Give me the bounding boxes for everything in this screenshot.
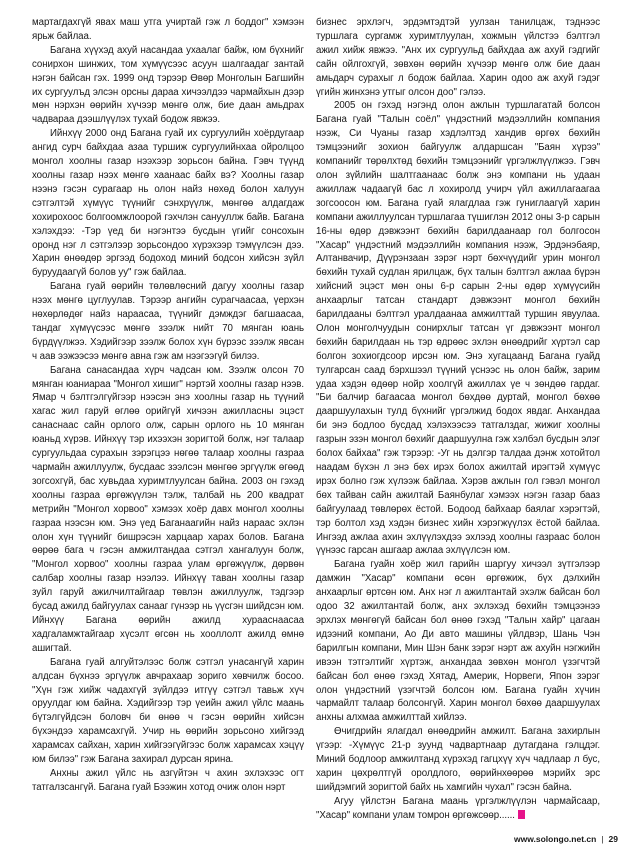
paragraph: Багана гуай алгуйтэлээс болж сэтгэл унасангүй харин алдсан бүхнээ эргүүлж авчрахаар зориго хөвчилж босоо. "Хүн гэж хийж чадахгүй зүйлдээ итгүү сэтгэл тавьж хүч оруулдаг юм байна. Хэдийгээр тэр үеийн ажил үйлс маань бүтэлгүйдсэн боловч би өнөө ч гэсэн өөрийн хийсэн бүхэндээ харамсахгүй. Учир нь өөрийн зорьсоно хийгээд харамсах сайхан, харин хийгээгүйгээс болж харамсах хэцүү юм билээ" гэж Багана захирал дурсан ярина. [32, 656, 304, 766]
end-of-article-marker-icon [518, 810, 525, 819]
page-footer [514, 834, 618, 844]
website-url: www.solongo.net.cn [513, 834, 597, 844]
paragraph: Анхны ажил үйлс нь азгүйтэн ч ахин эхлэхээс огт татгалзсангүй. Багана гуай Бээжин хотод очиж олон нэрт [32, 767, 304, 793]
footer-separator: | [601, 834, 604, 844]
paragraph: Багана гуайн хоёр жил гарийн шаргуу хичээл зүтгэлээр дамжин "Хасар" компани өсөн өргөжиж, бүх дэлхийн анхаарлыг өртсөн юм. Анх нэг л ажилтантай эхэлж байсан бол одоо 32 ажилтантай болж, анх эхлэхэд бөхийн тэмцээнээ эрхлэх мөнгөгүй байсан бол өнөө гэхэд "Талын хайр" цагаан идээний компани, Ао Ди авто машины үйлдвэр, Шань Чэн барилгын компани, Мин Шэн банк зэрэг нэрт аж ахуйн нэгжийн ивээн тэтгэлтийг хүртэж, анхандаа зөвхөн монгол үзэгчтэй байсан бол өнөө гэхэд Хятад, Америк, Норвеги, Япон зэрэг олон үндэстний үзэгчтэй болсон юм. Багана гуайн хүчин чармайлт талаар болсонгүй. Харин монгол бөхөө дааршуулах анхны алхмаа амжилттай хийлээ. [316, 559, 600, 724]
closing-paragraph [316, 795, 600, 823]
paragraph: Багана хүүхэд ахуй насандаа ухаалаг байж, юм бүхнийг сонирхон шинжих, том хүмүүсээс асуун шалгаадаг зантай нэгэн байсан гэх. 1999 онд тэрээр Өвөр Монголын Багшийн их сургуулъд элсэн орсны дараа хичээлдээ чармайхын дээр мөн нэрхэн өөрийн хүчээр мөнгө олж, бие даан амьдрах чадвараа дээшлүүлэх тухай бодож явжээ. [32, 44, 304, 126]
paragraph: мартагдахгүй явах маш утга учиртай гэж л боддог" хэмээн ярьж байлаа. [32, 17, 304, 42]
paragraph: Багана гуай өөрийн төлөвлөсний дагуу хоолны газар нээх мөнгө цуглуулав. Тэрээр ангийн сурагчаасаа, үерхэн нөхөрлөдөг найз нараасаа, түүнийг дэмждэг багшаасаа, тандаг хүмүүсээс мөнгө зээлж нийт 70 мянган юань бүрдүүлжээ. Хэдийгээр зээлж болох хүн бүрээс зээлж явсан ч аав ээжээсээ мөнгө авна гэж ам нээгээгүй билээ. [32, 281, 304, 362]
left-column [32, 16, 304, 795]
paragraph: бизнес эрхлэгч, эрдэмтэдтэй уулзан танилцаж, тэднээс туршлага сургамж хуримтлуулан, хожмын үйлстээ бэлтгэл ажил хийж явжээ. "Анх их сургуульд байхдаа аж ахуй гэдгийг сайн ойлгохгүй, зөвхөн өөрийн хүчээр мөнгө олж бие даан амьдарч сурахыг л бодож байлаа. Харин одоо аж ахуй гэдэг үгийн жинхэнэ утгыг олсон доо" гэлээ. [316, 17, 600, 98]
page-number: 29 [608, 834, 618, 844]
paragraph: Өчигдрийн ялагдал өнөөдрийн амжилт. Багана захирлын үгээр: -Хүмүүс 21-р зуунд чадвартнаар дутагдана гэлцдэг. Миний бодлоор амжилтанд хүрэхэд гагцхүү хүч чадлаар л бус, харин цөхрөлтгүй оролдлого, өөрийнхөөрөө мэрийх эрс шийдэмгий зоригтой байх нь хамгийн чухал" гэсэн байна. [316, 726, 600, 793]
paragraph: Багана санасандаа хүрч чадсан юм. Зээлж олсон 70 мянган юаниараа "Монгол хишиг" нэртэй хоолны газар нээв. Ямар ч бэлтгэлгүйгээр нээсэн энэ хоолны газар нь түүний хагас жил гаруй өглөө орийгүй хичээн ажилласны эцэст санаснаас сайн орлого олж, сарын орлого нь 10 мянган юаньд хүрэв. Ийнхүү тэр ихээхэн зоригтой болж, нэг талаар сургуульдаа сурахын зэрэгцээ нөгөө талаар хоолны газраа чармайн ажиллуулж, бусдаас зээлсэн мөнгөө эргүүлж өгөөд зогсохгүй, бас хувьдаа хуримтлуулсан байна. 2003 он гэхэд хоолны газраа өргөжүүлэн тэлж, талбай нь 200 квадрат метрийн "Монгол хорвоо" хэмээх хоёр давх монгол хоолны газраа нээсэн юм. Энэ үед Баганаагийн найз нараас эхлэн олон хүн түүнийг бишрэсэн харцаар харах болов. Багана өөрөө бага ч гэсэн амжилтандаа сэтгэл хангалуун болж, "Монгол хорвоо" хоолны газраа улам өргөжүүлж, дөрвөн салбар хоолны газар нээлээ. Ийнхүү таван хоолны газар зуйл гаруй ажилчилтайгаар төвлэн ажиллуулж, тэдгээр бусад ажилд байгуулах санааг гүнээр нь үүсгэн шийдсэн юм. Ийнхүү Багана өөрийн ажилд хурааснаасаа хадгаламжтайгаар хүсэлт өгсөн нь хооллолт ажилд өмнө ашигтай. [32, 364, 304, 654]
closing-text: Агуу үйлстэн Багана маань үргэлжлүүлэн чармайсаар, "Хасар" компани улам томрон өргөжсөөр...... [316, 795, 600, 821]
paragraph: Ийнхүү 2000 онд Багана гуай их сургуулийн хоёрдугаар ангид сурч байхдаа азаа туршиж сургуулийнхаа ойролцоо монгол хоолны газар нээхээр зорьсон байна. Гэвч түүнд хоолны газар нээх мөнгө хаанаас байх вэ? Хоолны газар нээнэ гэсэн сурагаар нь олон найз нөхөд болон халуун сэтгэлтэй хүмүүс түүнийг сэнхрүүлж, мөнгөө алдагдаж хохирохоос болгоомжлоорой гэхчлэн санууллж байв. Багана хэлэхдээ: -Тэр үед би нэгэнтээ бусдын үгийг сонсохын оронд нэг л сэтгэлээр зорьсондоо хүрэхээр тэмүүлсэн дээ. Харин өнөөдөр эргээд бодоход миний бодсон хийсэн зүйл буруудаагүй болов уу" гэж байлаа. [32, 128, 304, 279]
paragraph: 2005 он гэхэд нэгэнд олон ажлын туршлагатай болсон Багана гуай "Талын соёл" үндэстний мэдээллийн компания нээж, Си Чуаны газар хэдлэлтэд хандив өргөх бөхийн тэмцээнийг зохион байгуулж алдаршсан "Баян хүрээ" компанийг төрөлхтөд бөхийн тэмцээнийг үргэлжлүүлжээ. Гэвч олон зүйлийн шалтгаанаас болж энэ компани нь удаан ажиллаж чадаагүй бас л хохиролд учирч үйл ажиллагаагаа зогсоосон юм. Багана гуай ялагдлаа гэж гуниглаагүй харин компани ажиллуулсан туршлагаа түшиглэн 2012 оны 3-р сарын 16-ны өдөр дэвжээнт бөхийн барилдаанаар гол болгосон "Хасар" үндэстний мэдээллийн компания нээж, Эрдэнэбаяр, Алтанвачир, Дүүрэнзаан зэрэг нэрт бөхчүүдийг урин монгол бөхийн тухай судлан ярилцаж, бүх талын бэлтгэл ажлаа бүрэн хийсний эцэст мөн оны 6-р сарын 2-ны өдөр хүмүүсийн анхаарлыг татсан стандарт дэвжээнт монгол бөхийн барилдааны бэлтгэл уралдаанаа амжилттай туршин явуулаа. Олон монголчуудын сонирхлыг татсан үг дэвжээнт монгол бөхийн барилдаан нь тэр өдрөөс эхлэн өнөөдрийг хүртэл сар болгон зохиогдсоор ирсэн юм. Энэ хугацаанд Багана гуайд тулгарсан саад бэрхшээл түүний үснээс нь олон байж, зарим удаа хэдэн өдөөр нойр хоолгүй ажиллах үе ч зөндөө гардаг. "Би балчир багаасаа монгол бөхдөө дуртай, монгол бөхөө дааршуулахын тулд бүхнийг үргэлжид бодох явдаг. Анхандаа би энэ бодлоо бусдад хэлэхээсээ татгалздаг, жижиг хоолны газрын эзэн монгол бөхийг дааршуулна гэж хэлбэл бусдын элэг болох байхаа" гэж тэрээр: -Уг нь дэлгэр талдаа дэнж хотойтол наадам бүхэн л энэ бөх ирэх болох ажилтай ирэгтэй хүмүүс ирэх болно гэж хүлээж байлаа. Хэрэв ажлын гол гэвэл монгол бөх тайван сайн ажилтай Баянбулаг хэмээх нэгэн газар бааз байгуулаад төвлөрөх ёстой. Бодоод байхаар баялаг хэрэгтэй, тэр болтол хэд хэдэн бизнес хийн хэрэгжүүлэх ёстой байлаа. Ингээд ажлаа ахин эхлүүлэхдээ эхлээд хоолны газраас болон үүнээс гарсан ашгаар ажлаа эхлүүлсэн юм. [316, 100, 600, 557]
right-column [316, 16, 600, 823]
